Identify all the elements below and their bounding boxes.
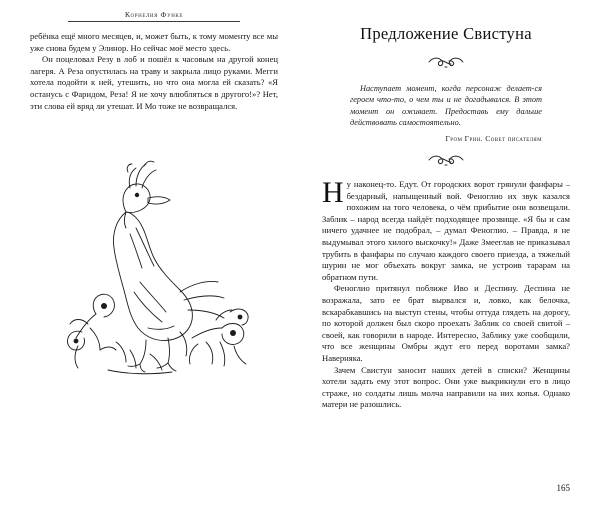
chapter-title: Предложение Свистуна: [360, 24, 532, 43]
bird-and-flowers-illustration: [30, 142, 278, 382]
ornament-divider-bottom: [322, 154, 570, 170]
right-page: [300, 0, 600, 507]
epigraph-text: Наступает момент, когда персонаж делает-ся героем что-то, о чем ты и не догадывался. В этот момент он оживает. Предоставь ему дальше действовать самостоятельно.: [350, 84, 542, 128]
right-page-body: [322, 176, 570, 411]
epigraph: [350, 83, 542, 144]
paragraph: Феноглио притянул поближе Иво и Деспину. Деспина не возражала, зато ее брат вырвался и, ловко, как белочка, вскарабкавшись на выступ стены, чтобы оттуда глядеть на дорогу, по которой должен был скоро проехать Заблик со своей свитой – своей, как говорили в народе. Интересно, Заблику уже сообщили, что все женщины Омбры ждут его перед воротами замка? Наверняка.: [322, 283, 570, 363]
drop-cap: Н: [322, 176, 344, 210]
paragraph: ребёнка ещё много месяцев, и, может быть, к тому моменту все мы уже снова будем у Элинор. Но сейчас моё место здесь.: [30, 31, 278, 53]
running-head: Корнелия Функе: [68, 10, 240, 22]
epigraph-source: Гром Грин. Совет писателям: [445, 133, 542, 143]
left-page-body: [30, 31, 278, 112]
ornament-divider-top: [322, 56, 570, 72]
paragraph: у наконец-то. Едут. От городских ворот грянули фанфары – бездарный, напыщенный вой. Феноглио их звук казался похожим на того человека, о чём прибытие они возвещали. Заблик – народ всегда найдёт подходящее прозвище. «Я бы и сам ничего удачнее не подобрал, – думал Феноглио. – Правда, я не выдумывал этого хилого выскочку!» Даже Змееглав не приказывал трубить в фанфары по случаю каждого своего приезда, а тяжелый шурин не мог объехать вокруг замка, не устроив тарарам на обратном пути.: [322, 179, 570, 282]
paragraph: Он поцеловал Резу в лоб и пошёл к часовым на другой конец лагеря. А Реза опустилась на траву и закрыла лицо руками. Мегги хотела подойти к ней, утешить, но что она могла ей сказать? «Я останусь с Фаридом, Реза! Я не хочу влюбляться в другого!»? Нет, эти слова ей вряд ли утешат. И Мо тоже не возвращался.: [30, 54, 278, 111]
page-number: 165: [556, 483, 570, 493]
paragraph: Зачем Свистун заносит наших детей в списки? Женщины хотели задать ему этот вопрос. Они уже выкрикнули его в лицо страже, но солдаты лишь молча направили на них копья. Однако матери не разошлись.: [322, 364, 570, 410]
